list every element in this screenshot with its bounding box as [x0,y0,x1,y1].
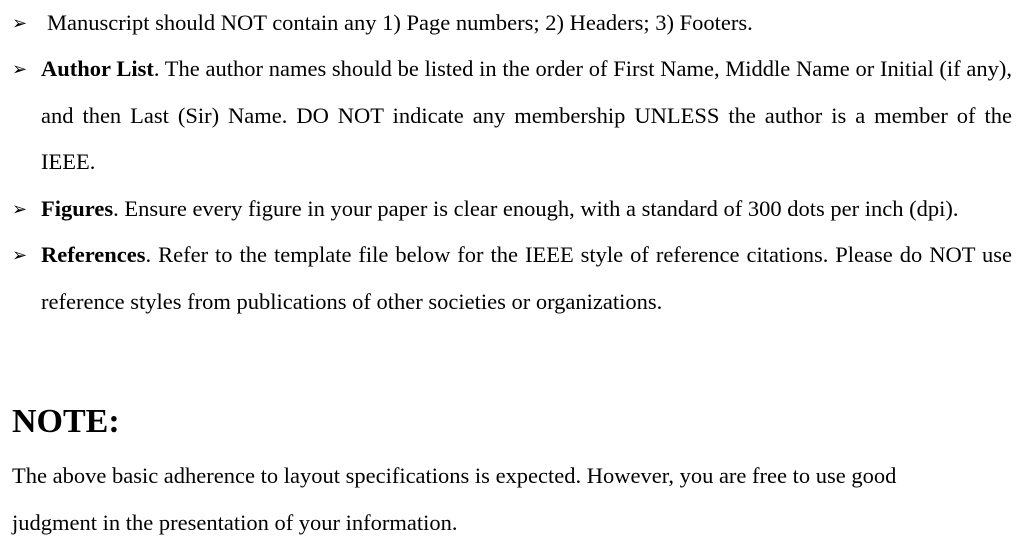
arrow-bullet-icon: ➢ [12,198,28,219]
guideline-item-author-list [0,46,1024,186]
arrow-bullet-icon: ➢ [12,245,28,265]
guideline-text: Manuscript should NOT contain any 1) Page numbers; 2) Headers; 3) Footers. [47,9,753,35]
arrow-bullet-icon: ➢ [12,12,28,33]
guideline-heading: Figures [41,195,114,221]
note-heading: NOTE: [12,403,120,440]
arrow-bullet-icon: ➢ [12,59,28,79]
guideline-text: . Ensure every figure in your paper is clear enough, with a standard of 300 dots per inch (dpi). [113,195,959,221]
guideline-item-figures [0,186,1024,233]
guideline-item-references [0,232,1024,325]
note-line: The above basic adherence to layout specifications is expected. However, you are free to use good [12,463,897,488]
guideline-heading: References [41,242,146,267]
guideline-item-manuscript [0,0,1024,46]
guideline-heading: Author List [41,56,154,81]
guideline-text: . Refer to the template file below for the IEEE style of reference citations. Please do NOT use reference styles from publications of other societies or organizations. [41,242,1012,314]
guideline-text: . The author names should be listed in the order of First Name, Middle Name or Initial (if any), and then Last (Sir) Name. DO NOT indicate any membership UNLESS the author is a member of the IEEE. [41,56,1012,174]
note-body [12,452,1024,546]
note-line: judgment in the presentation of your information. [12,510,458,535]
